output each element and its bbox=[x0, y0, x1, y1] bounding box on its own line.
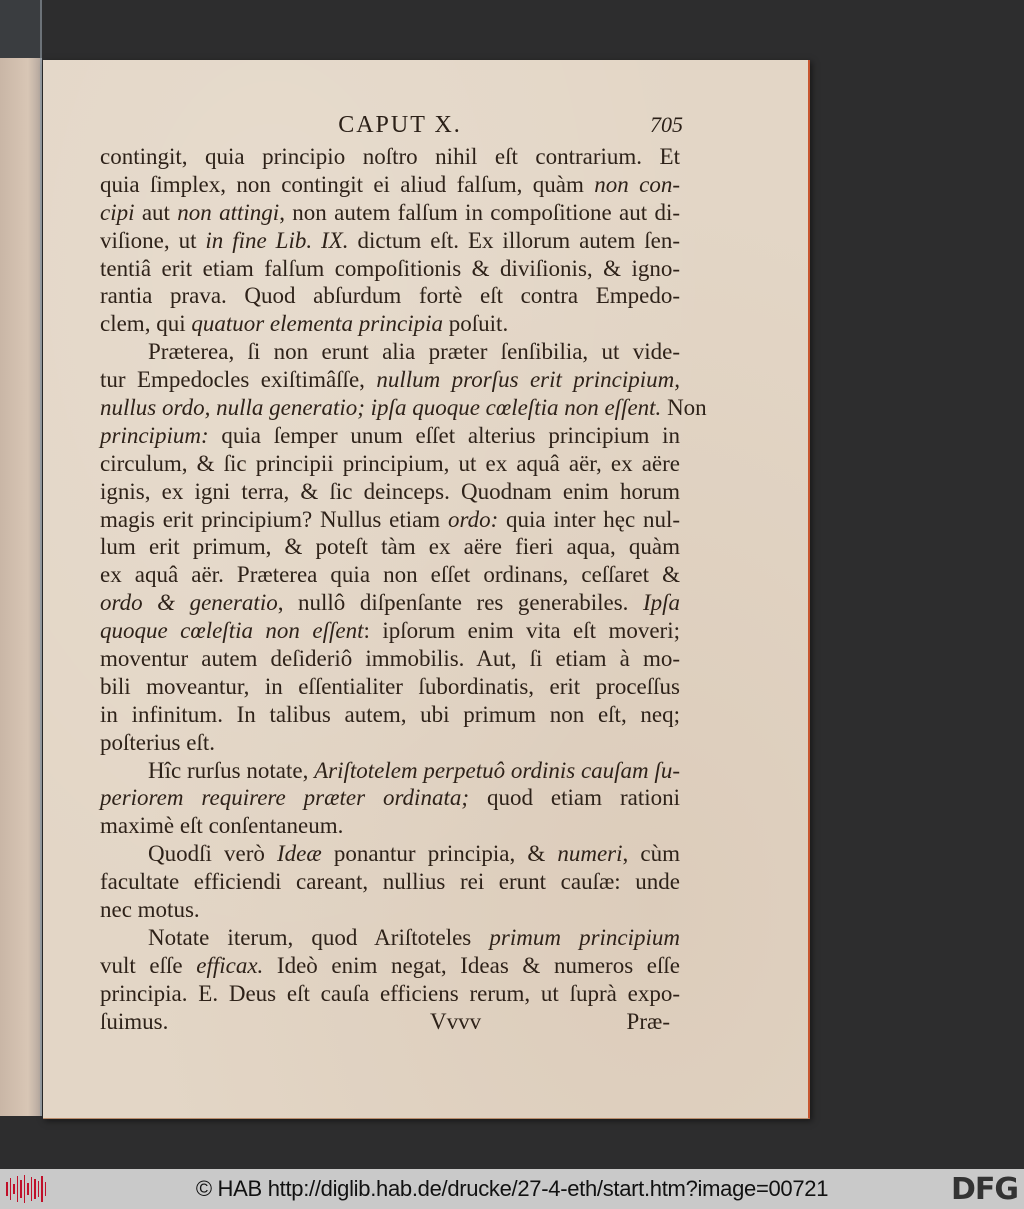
text-line bbox=[100, 227, 680, 255]
running-head: CAPUT X. bbox=[338, 112, 462, 138]
text-line bbox=[100, 171, 680, 199]
roman-text: Præterea, ſi non erunt alia præter ſenſibilia, ut vide- bbox=[148, 339, 680, 365]
italic-text: efficax. bbox=[196, 952, 264, 978]
footer-bar bbox=[0, 1169, 1024, 1209]
roman-text: poſuit. bbox=[443, 311, 509, 337]
roman-text: , non autem falſum in compoſitione aut di- bbox=[279, 199, 680, 225]
text-line bbox=[100, 868, 680, 896]
roman-text: Notate iterum, quod Ariſtoteles bbox=[148, 924, 490, 950]
italic-text: principium: bbox=[100, 422, 209, 448]
italic-text: Ariſtotelem perpetuô ordinis cauſam ſu- bbox=[314, 757, 680, 783]
roman-text: quod etiam rationi bbox=[469, 785, 680, 811]
roman-text: contingit, quia principio noſtro nihil eſt contrarium. Et bbox=[100, 144, 680, 169]
roman-text: rantia prava. Quod abſurdum fortè eſt contra Empedo- bbox=[100, 283, 680, 309]
text-line bbox=[100, 143, 680, 171]
italic-text: primum principium bbox=[489, 924, 681, 950]
roman-text: vult eſſe bbox=[100, 952, 197, 978]
roman-text: magis erit principium? Nullus etiam bbox=[100, 506, 448, 532]
italic-text: quatuor elementa principia bbox=[191, 311, 444, 337]
roman-text: ponantur principia, & bbox=[321, 841, 558, 867]
text-line bbox=[100, 896, 680, 924]
text-line bbox=[100, 980, 680, 1008]
previous-page-edge bbox=[0, 58, 42, 1116]
roman-text: principia. E. Deus eſt cauſa efficiens rerum, ut ſuprà expo- bbox=[100, 980, 680, 1006]
scanner-edge bbox=[0, 0, 42, 58]
roman-text: viſione, ut bbox=[100, 227, 206, 253]
roman-text: , nullô diſpenſante res generabiles. bbox=[277, 590, 643, 616]
text-line bbox=[100, 589, 680, 617]
text-line bbox=[100, 506, 680, 534]
text-line bbox=[100, 701, 680, 729]
text-line bbox=[100, 394, 707, 422]
text-line bbox=[100, 199, 680, 227]
final-word: ſuimus. bbox=[100, 1008, 169, 1034]
italic-text: periorem requirere præter ordinata; bbox=[100, 785, 470, 811]
text-line bbox=[100, 338, 680, 366]
italic-text: Ipſa bbox=[642, 590, 680, 616]
roman-text: , cùm bbox=[622, 841, 680, 867]
text-line bbox=[100, 784, 680, 812]
credit-link[interactable]: © HAB http://diglib.hab.de/drucke/27-4-eth/start.htm?image=00721 bbox=[195, 1176, 829, 1201]
roman-text: quia ſemper unum eſſet alterius principium in bbox=[208, 422, 680, 448]
text-line bbox=[100, 757, 680, 785]
text-line bbox=[100, 645, 680, 673]
roman-text: quia inter hęc nul- bbox=[498, 506, 680, 532]
text-line bbox=[100, 478, 680, 506]
text-line bbox=[100, 952, 680, 980]
roman-text: bili moveantur, in eſſentialiter ſubordinatis, erit proceſſus bbox=[100, 673, 680, 699]
roman-text: ignis, ex igni terra, & ſic deinceps. Quodnam enim horum bbox=[100, 478, 680, 504]
roman-text: tur Empedocles exiſtimâſſe, bbox=[100, 367, 377, 393]
roman-text: Quodſi verò bbox=[148, 841, 277, 867]
dfg-logo: DFG bbox=[950, 1172, 1018, 1207]
italic-text: cipi bbox=[100, 199, 135, 225]
text-line bbox=[100, 533, 680, 561]
body-text bbox=[100, 143, 707, 1036]
text-line bbox=[100, 282, 680, 310]
text-line bbox=[100, 729, 680, 757]
page-number: 705 bbox=[650, 112, 683, 137]
final-line bbox=[100, 1008, 680, 1036]
roman-text: Hîc rurſus notate, bbox=[148, 757, 315, 783]
text-line bbox=[100, 255, 680, 283]
italic-text: nullum prorſus erit principium, bbox=[376, 367, 680, 393]
roman-text: lum erit primum, & poteſt tàm ex aëre fieri aqua, quàm bbox=[100, 534, 680, 560]
text-line bbox=[100, 812, 680, 840]
roman-text: ex aquâ aër. Præterea quia non eſſet ordinans, ceſſaret & bbox=[100, 562, 680, 588]
text-line bbox=[100, 924, 680, 952]
text-line bbox=[100, 617, 680, 645]
italic-text: nullus ordo, nulla generatio; ipſa quoque cœleſtia non eſſent. bbox=[100, 395, 662, 421]
italic-text: quoque cœleſtia non eſſent bbox=[100, 618, 364, 644]
italic-text: numeri bbox=[557, 841, 623, 867]
italic-text: ordo: bbox=[447, 506, 499, 532]
italic-text: non attingi bbox=[177, 199, 280, 225]
roman-text: in infinitum. In talibus autem, ubi primum non eſt, neq; bbox=[100, 701, 680, 727]
text-line bbox=[100, 561, 680, 589]
text-line bbox=[100, 673, 680, 701]
italic-text: ordo & generatio bbox=[100, 590, 278, 616]
roman-text: moventur autem deſideriô immobilis. Aut, ſi etiam à mo- bbox=[100, 646, 680, 672]
text-line bbox=[100, 840, 680, 868]
roman-text: aut bbox=[134, 199, 178, 225]
roman-text: clem, qui bbox=[100, 311, 192, 337]
roman-text: tentiâ erit etiam falſum compoſitionis & diviſionis, & igno- bbox=[100, 255, 680, 281]
italic-text: non con- bbox=[594, 171, 680, 197]
text-line bbox=[100, 450, 680, 478]
text-line bbox=[100, 366, 680, 394]
roman-text: circulum, & ſic principii principium, ut ex aquâ aër, ex aëre bbox=[100, 450, 680, 476]
italic-text: in fine Lib. IX. bbox=[205, 227, 349, 253]
catchword: Præ- bbox=[626, 1008, 670, 1034]
roman-text: poſterius eſt. bbox=[100, 729, 215, 755]
roman-text: dictum eſt. Ex illorum autem ſen- bbox=[348, 227, 680, 253]
roman-text: nec motus. bbox=[100, 897, 200, 923]
roman-text: Non bbox=[661, 395, 707, 421]
text-line bbox=[100, 310, 680, 338]
italic-text: Ideæ bbox=[277, 841, 322, 867]
roman-text: quia ſimplex, non contingit ei aliud falſum, quàm bbox=[100, 171, 595, 197]
roman-text: maximè eſt conſentaneum. bbox=[100, 813, 344, 839]
roman-text: : ipſorum enim vita eſt moveri; bbox=[363, 618, 680, 644]
roman-text: Ideò enim negat, Ideas & numeros eſſe bbox=[263, 952, 680, 978]
signature-mark: Vvvv bbox=[430, 1008, 482, 1034]
text-line bbox=[100, 422, 680, 450]
roman-text: facultate efficiendi careant, nullius rei erunt cauſæ: unde bbox=[100, 869, 680, 895]
